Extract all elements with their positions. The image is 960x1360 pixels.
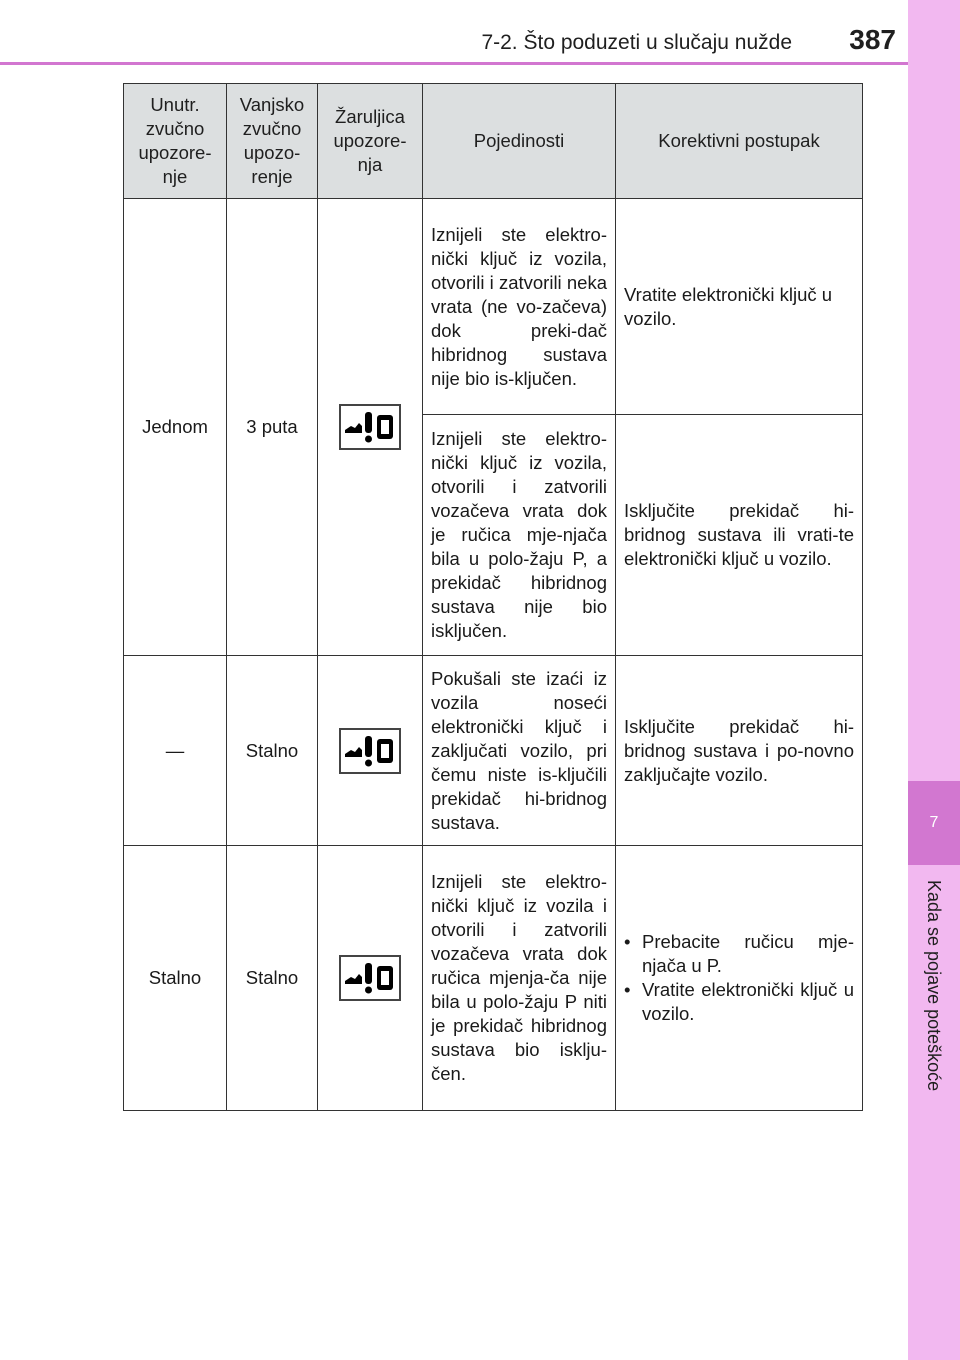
action-list: [624, 930, 854, 1026]
cell-action-list: [616, 846, 863, 1111]
cell-action: Isključite prekidač hi-bridnog sustava ili vrati-te elektronički ključ u vozilo.: [616, 415, 863, 656]
warning-table: [123, 83, 863, 1111]
table-row: [124, 846, 863, 1111]
chapter-tab[interactable]: 7: [908, 781, 960, 865]
header-external-buzzer: Vanjsko zvučno upozo- renje: [227, 84, 318, 199]
chapter-sidebar: [908, 0, 960, 1360]
header-details: Pojedinosti: [423, 84, 616, 199]
cell-internal: Jednom: [124, 199, 227, 656]
page-header-title: 7-2. Što poduzeti u slučaju nužde: [481, 31, 792, 54]
table-header-row: [124, 84, 863, 199]
table-row: [124, 656, 863, 846]
chapter-title: Kada se pojave poteškoće: [924, 880, 944, 1092]
cell-internal: Stalno: [124, 846, 227, 1111]
cell-details: Pokušali ste izaći iz vozila noseći elektronički ključ i zaključati vozilo, pri čemu niste is-ključili prekidač hi-bridnog sustava.: [423, 656, 616, 846]
cell-action: Vratite elektronički ključ u vozilo.: [616, 199, 863, 415]
action-list-item: • Prebacite ručicu mje-njača u P.: [624, 930, 854, 978]
table-row: [124, 199, 863, 415]
header-warning-lamp: Žaruljica upozore- nja: [318, 84, 423, 199]
cell-details: Iznijeli ste elektro-nički ključ iz vozila i otvorili i zatvorili vozačeva vrata dok ručica mjenja-ča nije bila u polo-žaju P niti je prekidač hibridnog sustava bio isklju-čen.: [423, 846, 616, 1111]
cell-action: Isključite prekidač hi-bridnog sustava i po-novno zaključajte vozilo.: [616, 656, 863, 846]
page-number: 387: [849, 24, 896, 55]
cell-external: 3 puta: [227, 199, 318, 656]
cell-internal: —: [124, 656, 227, 846]
header-internal-buzzer: Unutr. zvučno upozore- nje: [124, 84, 227, 199]
seatbelt-key-warning-icon: [339, 955, 401, 1001]
seatbelt-key-warning-icon: [339, 728, 401, 774]
cell-details: Iznijeli ste elektro-nički ključ iz vozila, otvorili i zatvorili vozačeva vrata dok je ručica mje-njača bila u polo-žaju P, a prekidač hibridnog sustava nije bio isključen.: [423, 415, 616, 656]
cell-external: Stalno: [227, 846, 318, 1111]
seatbelt-key-warning-icon: [339, 404, 401, 450]
cell-lamp: [318, 656, 423, 846]
cell-lamp: [318, 846, 423, 1111]
cell-lamp: [318, 199, 423, 656]
cell-details: Iznijeli ste elektro-nički ključ iz vozila, otvorili i zatvorili neka vrata (ne vo-začeva) dok preki-dač hibridnog sustava nije bio is-ključen.: [423, 199, 616, 415]
cell-external: Stalno: [227, 656, 318, 846]
action-list-item: • Vratite elektronički ključ u vozilo.: [624, 978, 854, 1026]
header-corrective-action: Korektivni postupak: [616, 84, 863, 199]
header-divider: [0, 62, 908, 65]
